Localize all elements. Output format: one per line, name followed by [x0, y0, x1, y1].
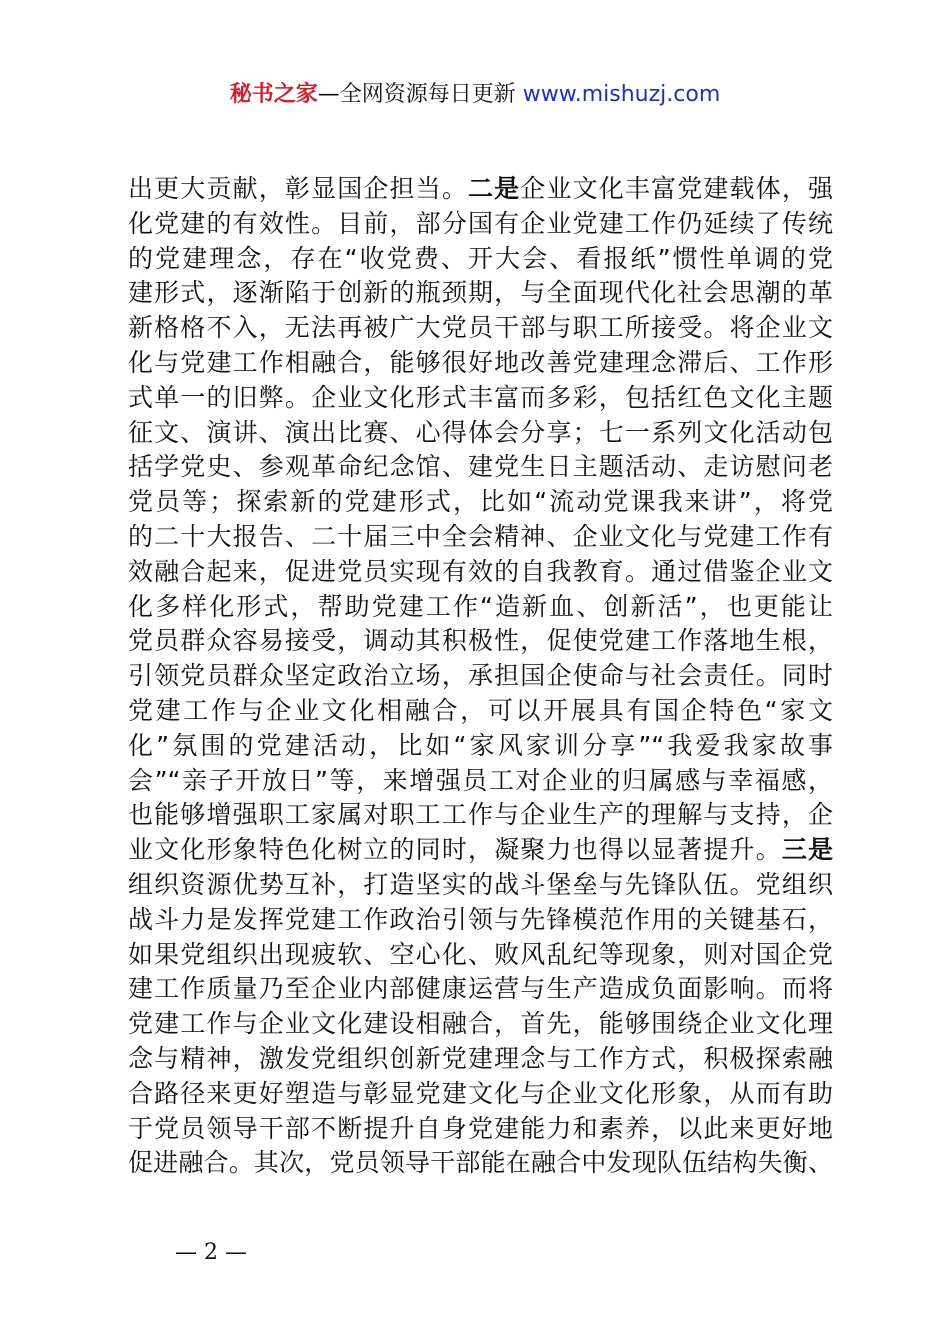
site-header: [0, 80, 950, 110]
text-line: 如果党组织出现疲软、空心化、败风乱纪等现象，则对国企党: [128, 939, 833, 969]
text-line: 的二十大报告、二十届三中全会精神、企业文化与党建工作有: [128, 521, 833, 551]
site-tagline: —全网资源每日更新: [317, 82, 523, 107]
bold-marker: 二是: [467, 174, 521, 203]
text-line: 建形式，逐渐陷于创新的瓶颈期，与全面现代化社会思潮的革: [128, 278, 833, 308]
text-line: 促进融合。其次，党员领导干部能在融合中发现队伍结构失衡、: [128, 1148, 833, 1178]
text-line: 组织资源优势互补，打造坚实的战斗堡垒与先锋队伍。党组织: [128, 869, 833, 899]
text-line: 出更大贡献，彰显国企担当。二是企业文化丰富党建载体，强: [128, 174, 833, 203]
text-line: 效融合起来，促进党员实现有效的自我教育。通过借鉴企业文: [128, 556, 833, 586]
document-body: [128, 172, 833, 1181]
bold-marker: 三是: [781, 835, 833, 865]
site-url-link[interactable]: www.mishuzj.com: [522, 82, 721, 107]
text-line: 于党员领导干部不断提升自身党建能力和素养，以此来更好地: [128, 1113, 833, 1143]
text-line: 业文化形象特色化树立的同时，凝聚力也得以显著提升。三是: [128, 835, 833, 865]
site-brand: 秘书之家: [229, 82, 318, 107]
text-line: 括学党史、参观革命纪念馆、建党生日主题活动、走访慰问老: [128, 452, 833, 482]
text-line: 化”氛围的党建活动，比如“家风家训分享”“我爱我家故事: [128, 730, 833, 760]
text-line: 战斗力是发挥党建工作政治引领与先锋模范作用的关键基石，: [128, 904, 833, 934]
text-line: 党员等；探索新的党建形式，比如“流动党课我来讲”，将党: [128, 487, 833, 517]
text-line: 化党建的有效性。目前，部分国有企业党建工作仍延续了传统: [128, 208, 833, 238]
text-line: 建工作质量乃至企业内部健康运营与生产造成负面影响。而将: [128, 974, 833, 1004]
text-line: 党建工作与企业文化相融合，可以开展具有国企特色“家文: [128, 695, 833, 725]
text-line: 的党建理念，存在“收党费、开大会、看报纸”惯性单调的党: [128, 243, 833, 273]
page-number: — 2 —: [175, 1240, 247, 1265]
text-line: 党建工作与企业文化建设相融合，首先，能够围绕企业文化理: [128, 1009, 833, 1039]
text-line: 会”“亲子开放日”等，来增强员工对企业的归属感与幸福感，: [128, 765, 833, 795]
text-line: 合路径来更好塑造与彰显党建文化与企业文化形象，从而有助: [128, 1078, 833, 1108]
text-line: 引领党员群众坚定政治立场，承担国企使命与社会责任。同时: [128, 661, 833, 691]
text-line: 征文、演讲、演出比赛、心得体会分享；七一系列文化活动包: [128, 417, 833, 447]
text-line: 化多样化形式，帮助党建工作“造新血、创新活”，也更能让: [128, 591, 833, 621]
text-line: 式单一的旧弊。企业文化形式丰富而多彩，包括红色文化主题: [128, 382, 833, 412]
text-line: 化与党建工作相融合，能够很好地改善党建理念滞后、工作形: [128, 347, 833, 377]
text-line: 也能够增强职工家属对职工工作与企业生产的理解与支持，企: [128, 800, 833, 830]
text-line: 念与精神，激发党组织创新党建理念与工作方式，积极探索融: [128, 1043, 833, 1073]
text-line: 党员群众容易接受，调动其积极性，促使党建工作落地生根，: [128, 626, 833, 656]
text-line: 新格格不入，无法再被广大党员干部与职工所接受。将企业文: [128, 313, 833, 343]
